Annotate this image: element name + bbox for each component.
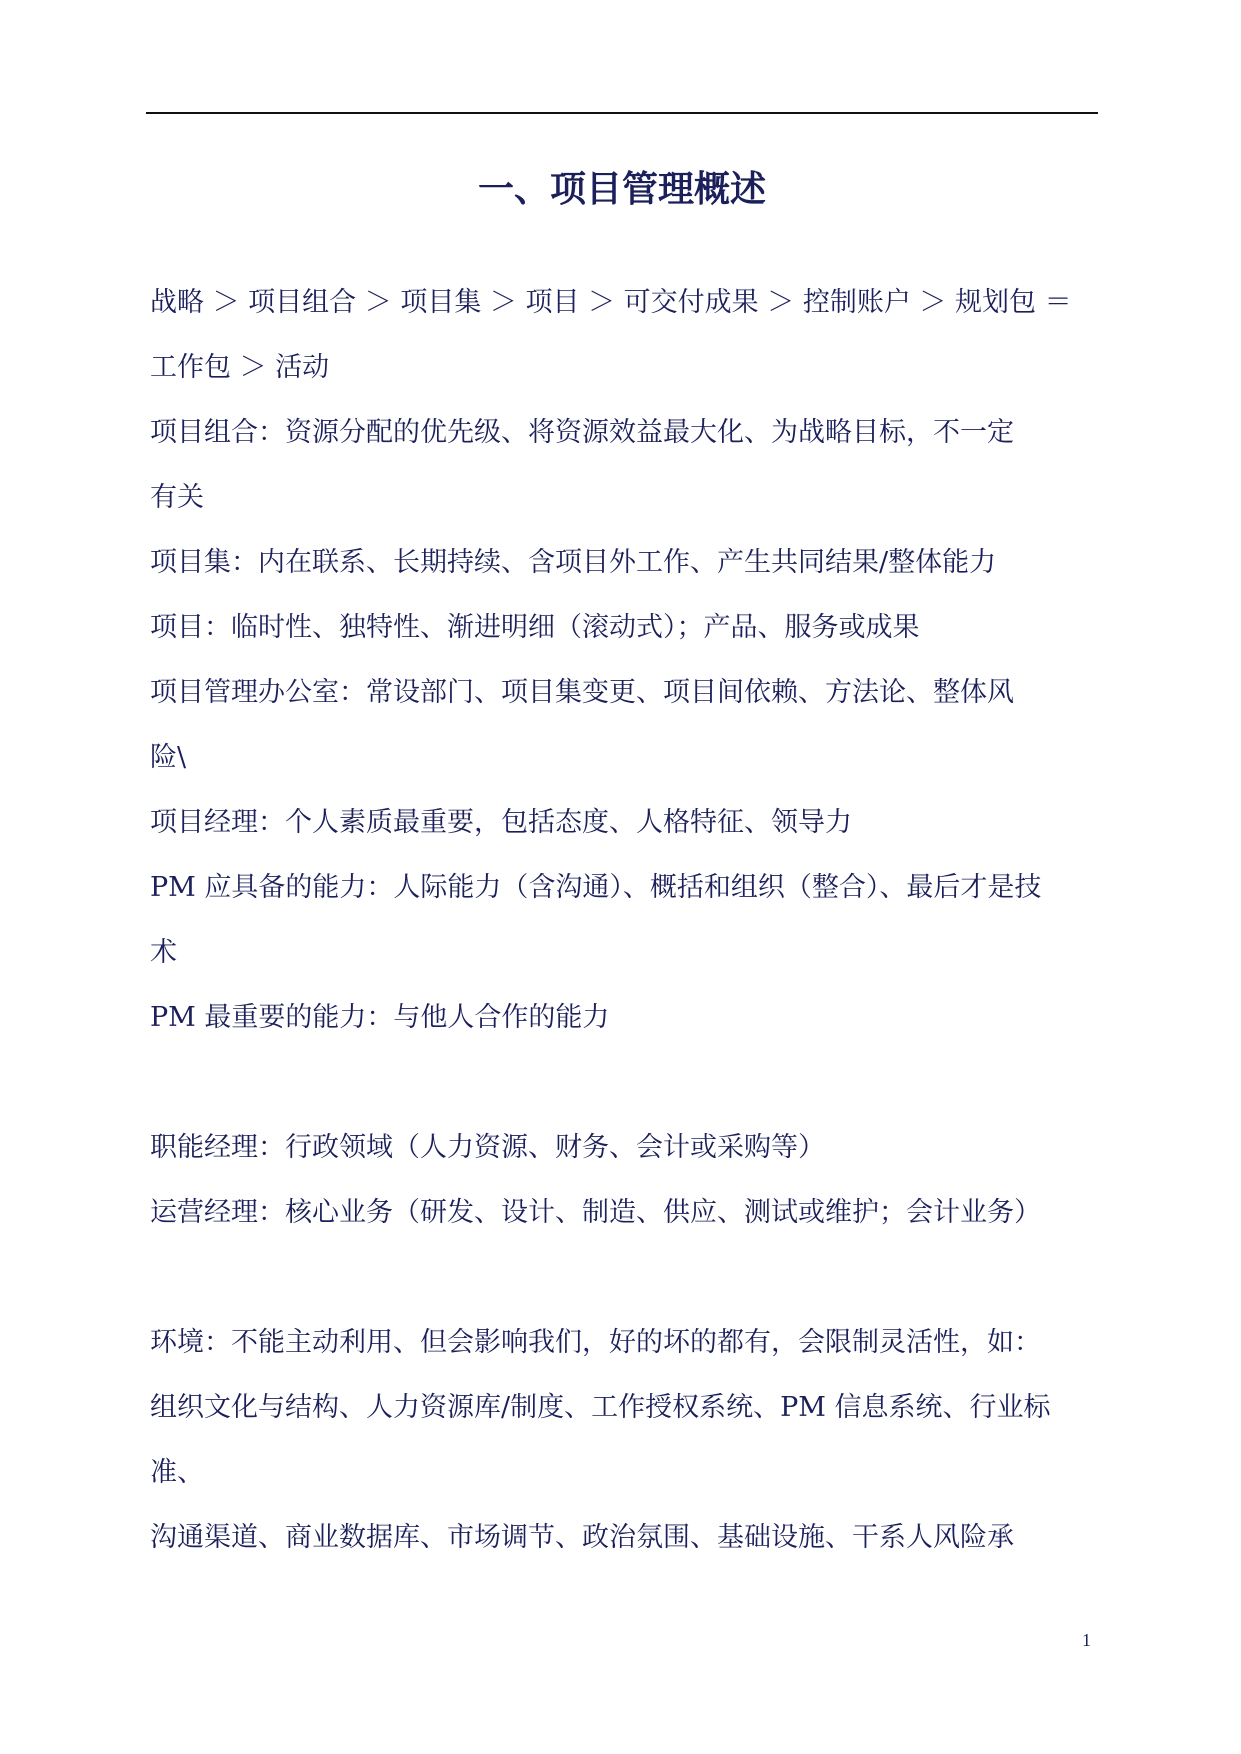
text-line: 有关: [150, 482, 204, 513]
text-line: 项目管理办公室：常设部门、项目集变更、项目间依赖、方法论、整体风: [150, 677, 1014, 708]
header-rule: [146, 112, 1098, 114]
text-line: 险\: [150, 742, 187, 773]
text-line: 职能经理：行政领域（人力资源、财务、会计或采购等）: [150, 1132, 825, 1163]
text-line: PM 最重要的能力：与他人合作的能力: [150, 1002, 610, 1033]
text-line: 术: [150, 937, 177, 968]
text-line: 项目组合：资源分配的优先级、将资源效益最大化、为战略目标，不一定: [150, 417, 1014, 448]
page-title: 一、项目管理概述: [477, 169, 766, 210]
text-line: 组织文化与结构、人力资源库/制度、工作授权系统、PM 信息系统、行业标: [150, 1392, 1051, 1423]
text-line: 项目：临时性、独特性、渐进明细（滚动式）；产品、服务或成果: [150, 612, 920, 643]
body-text: [150, 270, 1110, 1570]
text-line: 环境：不能主动利用、但会影响我们，好的坏的都有，会限制灵活性，如：: [150, 1327, 1041, 1358]
blank-line: [150, 1245, 1110, 1310]
text-line: 准、: [150, 1457, 204, 1488]
text-line: 工作包 ＞ 活动: [150, 352, 330, 383]
text-line: 沟通渠道、商业数据库、市场调节、政治氛围、基础设施、干系人风险承: [150, 1522, 1014, 1553]
text-line: 运营经理：核心业务（研发、设计、制造、供应、测试或维护；会计业务）: [150, 1197, 1041, 1228]
text-line: PM 应具备的能力：人际能力（含沟通）、概括和组织（整合）、最后才是技: [150, 872, 1042, 903]
blank-line: [150, 1050, 1110, 1115]
text-line: 战略 ＞ 项目组合 ＞ 项目集 ＞ 项目 ＞ 可交付成果 ＞ 控制账户 ＞ 规划包 ＝: [150, 287, 1072, 318]
text-line: 项目集：内在联系、长期持续、含项目外工作、产生共同结果/整体能力: [150, 547, 997, 578]
text-line: 项目经理：个人素质最重要，包括态度、人格特征、领导力: [150, 807, 852, 838]
page-number: 1: [1082, 1630, 1091, 1650]
